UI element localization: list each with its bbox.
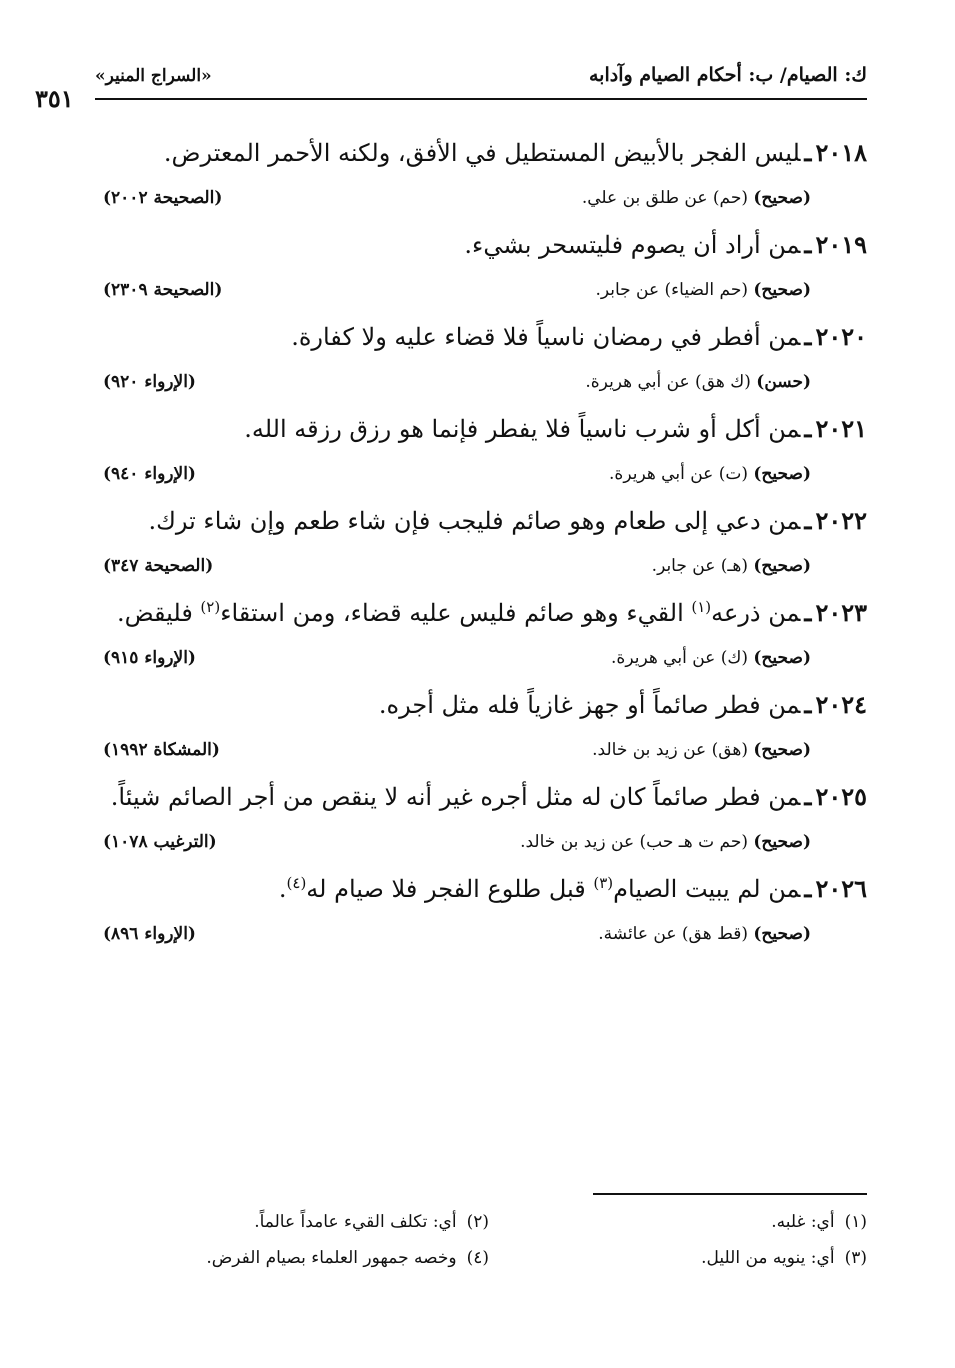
hadith-body: من فطر صائماً كان له مثل أجره غير أنه لا ينقص من أجر الصائم شيئاً. <box>110 783 801 811</box>
hadith-text <box>95 310 867 362</box>
hadith-text <box>95 862 867 914</box>
hadith-number: ٢٠٢٠ <box>815 322 867 351</box>
reference-line <box>95 914 867 954</box>
grade-and-source <box>598 924 811 944</box>
hadith-entry <box>95 126 867 218</box>
dash-separator: ـ <box>804 322 812 351</box>
grade-and-source <box>585 372 811 392</box>
footnote-row <box>95 1244 867 1280</box>
hadith-source: (ك هق) عن أبي هريرة. <box>585 372 751 392</box>
chapter-title: ك: الصيام/ ب: أحكام الصيام وآدابه <box>589 64 867 86</box>
hadith-number: ٢٠٢١ <box>815 414 867 443</box>
grade-and-source <box>595 280 811 300</box>
book-reference: (الترغيب ١٠٧٨) <box>103 832 217 852</box>
hadith-body: من دعي إلى طعام وهو صائم فليجب فإن شاء طعم وإن شاء ترك. <box>148 507 801 535</box>
reference-line <box>95 638 867 678</box>
book-reference: (المشكاة ١٩٩٢) <box>103 740 220 760</box>
hadith-source: (حم ت هـ حب) عن زيد بن خالد. <box>520 832 748 852</box>
dash-separator: ـ <box>804 138 812 167</box>
hadith-entry <box>95 310 867 402</box>
hadith-body: من فطر صائماً أو جهز غازياً فله مثل أجره. <box>378 691 801 719</box>
dash-separator: ـ <box>804 506 812 535</box>
footnote-number: (١) <box>844 1212 867 1232</box>
footnote-item <box>254 1212 489 1232</box>
footnote-row <box>95 1208 867 1244</box>
book-reference: (الإرواء ٨٩٦) <box>103 924 196 944</box>
hadith-entry <box>95 402 867 494</box>
hadith-text <box>95 402 867 454</box>
footnote-item <box>701 1248 867 1268</box>
reference-line <box>95 362 867 402</box>
hadith-grade: (صحيح) <box>753 648 811 668</box>
footnote-item <box>771 1212 867 1232</box>
book-reference: (الإرواء ٩٤٠) <box>103 464 196 484</box>
dash-separator: ـ <box>804 782 812 811</box>
hadith-grade: (صحيح) <box>753 556 811 576</box>
reference-line <box>95 178 867 218</box>
grade-and-source <box>609 464 811 484</box>
footnote-number: (٢) <box>466 1212 489 1232</box>
hadith-number: ٢٠١٩ <box>815 230 867 259</box>
footnote-number: (٤) <box>466 1248 489 1268</box>
hadith-entry <box>95 678 867 770</box>
grade-and-source <box>520 832 811 852</box>
hadith-grade: (صحيح) <box>753 188 811 208</box>
dash-separator: ـ <box>804 414 812 443</box>
hadith-grade: (صحيح) <box>753 832 811 852</box>
footnote-text: أي: تكلف القيء عامداً عالماً. <box>254 1212 457 1232</box>
grade-and-source <box>652 556 811 576</box>
footnote-text: أي: غلبه. <box>771 1212 835 1232</box>
footnote-marker[interactable]: (١) <box>691 598 712 616</box>
hadith-body: من أكل أو شرب ناسياً فلا يفطر فإنما هو رزق رزقه الله. <box>244 415 801 443</box>
hadith-entry <box>95 586 867 678</box>
hadith-body-part: القيء وهو صائم فليس عليه قضاء، ومن استقاء <box>220 599 692 627</box>
hadith-source: (حم) عن طلق بن علي. <box>581 188 748 208</box>
footnote-number: (٣) <box>844 1248 867 1268</box>
hadith-text <box>95 770 867 822</box>
hadith-body-part: من ذرعه <box>711 599 801 627</box>
hadith-number: ٢٠٢٢ <box>815 506 867 535</box>
footnote-text: أي: ينويه من الليل. <box>701 1248 835 1268</box>
hadith-text <box>95 218 867 270</box>
hadith-entry <box>95 770 867 862</box>
hadith-grade: (حسن) <box>756 372 811 392</box>
hadith-body: من أفطر في رمضان ناسياً فلا قضاء عليه ولا كفارة. <box>291 323 801 351</box>
hadith-list <box>95 126 867 954</box>
reference-line <box>95 454 867 494</box>
hadith-grade: (صحيح) <box>753 280 811 300</box>
grade-and-source <box>611 648 811 668</box>
footnote-marker[interactable]: (٣) <box>593 874 614 892</box>
hadith-entry <box>95 218 867 310</box>
hadith-body-part: من لم يبيت الصيام <box>613 875 801 903</box>
hadith-source: (ت) عن أبي هريرة. <box>609 464 748 484</box>
footnote-item <box>206 1248 489 1268</box>
reference-line <box>95 730 867 770</box>
footnote-marker[interactable]: (٤) <box>286 874 307 892</box>
hadith-body: من أراد أن يصوم فليتسحر بشيء. <box>464 231 801 259</box>
dash-separator: ـ <box>804 874 812 903</box>
hadith-entry <box>95 494 867 586</box>
dash-separator: ـ <box>804 690 812 719</box>
footnote-marker[interactable]: (٢) <box>200 598 221 616</box>
book-reference: (الصحيحة ٢٠٠٢) <box>103 188 223 208</box>
hadith-number: ٢٠٢٤ <box>815 690 867 719</box>
reference-line <box>95 822 867 862</box>
book-reference: (الصحيحة ٢٣٠٩) <box>103 280 223 300</box>
hadith-text <box>95 126 867 178</box>
hadith-body-part: فليقض. <box>116 599 201 627</box>
hadith-grade: (صحيح) <box>753 924 811 944</box>
hadith-grade: (صحيح) <box>753 740 811 760</box>
hadith-grade: (صحيح) <box>753 464 811 484</box>
reference-line <box>95 270 867 310</box>
hadith-source: (حم الضياء) عن جابر. <box>595 280 748 300</box>
grade-and-source <box>592 740 811 760</box>
footnote-text: وخصه جمهور العلماء بصيام الفرض. <box>206 1248 457 1268</box>
dash-separator: ـ <box>804 230 812 259</box>
page-number: ٣٥١ <box>35 84 74 113</box>
hadith-text <box>95 586 867 638</box>
hadith-body: ليس الفجر بالأبيض المستطيل في الأفق، ولكنه الأحمر المعترض. <box>163 139 801 167</box>
header-rule <box>95 98 867 100</box>
grade-and-source <box>582 188 811 208</box>
running-header <box>0 0 955 130</box>
hadith-number: ٢٠١٨ <box>815 138 867 167</box>
hadith-text <box>95 494 867 546</box>
hadith-body-part: قبل طلوع الفجر فلا صيام له <box>306 875 594 903</box>
hadith-source: (هـ) عن جابر. <box>651 556 748 576</box>
book-reference: (الصحيحة ٣٤٧) <box>103 556 214 576</box>
reference-line <box>95 546 867 586</box>
hadith-body-part: . <box>278 875 287 903</box>
footnote-rule <box>593 1193 867 1195</box>
hadith-number: ٢٠٢٥ <box>815 782 867 811</box>
hadith-number: ٢٠٢٦ <box>815 874 867 903</box>
footnotes <box>95 1208 867 1280</box>
hadith-source: (قط هق) عن عائشة. <box>598 924 748 944</box>
book-title: «السراج المنير» <box>95 66 212 86</box>
hadith-entry <box>95 862 867 954</box>
hadith-number: ٢٠٢٣ <box>815 598 867 627</box>
hadith-source: (ك) عن أبي هريرة. <box>611 648 748 668</box>
hadith-text <box>95 678 867 730</box>
book-reference: (الإرواء ٩١٥) <box>103 648 196 668</box>
dash-separator: ـ <box>804 598 812 627</box>
book-reference: (الإرواء ٩٢٠) <box>103 372 196 392</box>
hadith-source: (هق) عن زيد بن خالد. <box>592 740 748 760</box>
